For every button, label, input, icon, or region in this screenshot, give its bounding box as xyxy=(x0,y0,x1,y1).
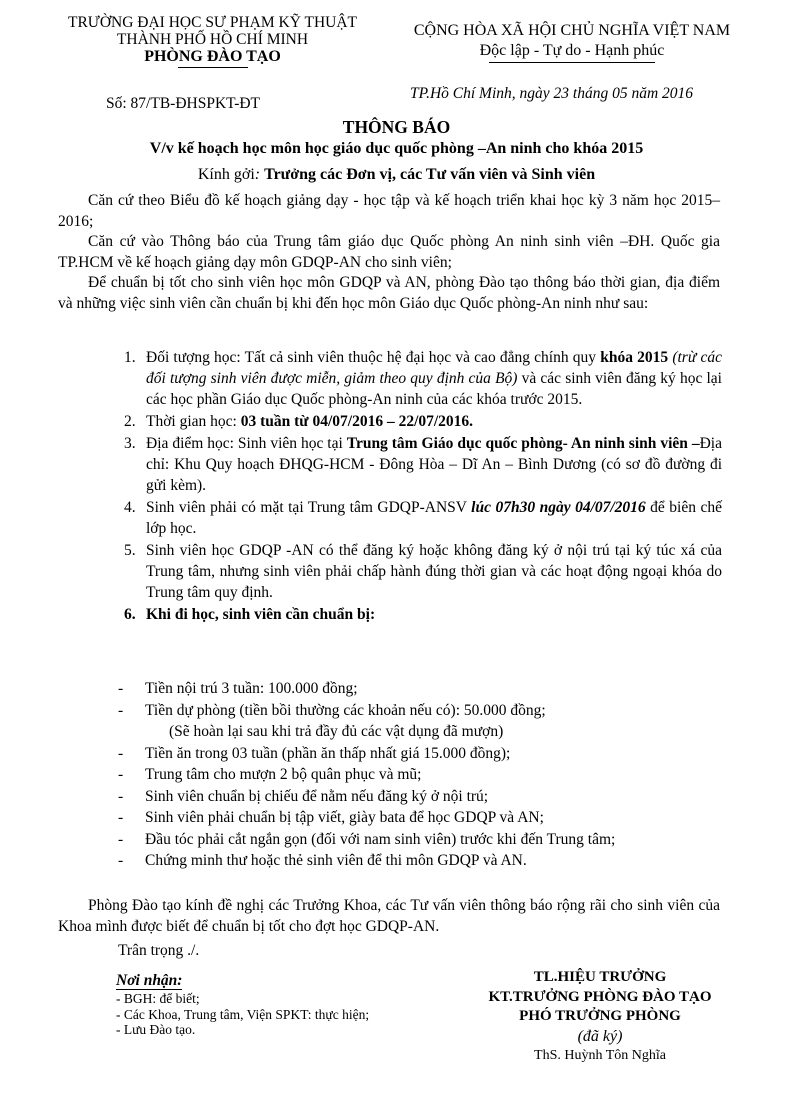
list-item xyxy=(124,604,722,625)
list-item xyxy=(124,497,722,539)
document-number: Số: 87/TB-ĐHSPKT-ĐT xyxy=(106,95,261,112)
closing-text: Phòng Đào tạo kính đề nghị các Trưởng Khoa, các Tư vấn viên thông báo rộng rãi cho sinh viên của Khoa mình được biết để chuẩn bị tốt cho đợt học GDQP-AN. xyxy=(58,897,720,935)
item-number: 1. xyxy=(124,349,136,366)
recipients-title: Nơi nhận: xyxy=(116,972,183,989)
recipients-block xyxy=(116,973,369,1038)
document-subject: V/v kế hoạch học môn học giáo dục quốc phòng –An ninh cho khóa 2015 xyxy=(149,140,644,157)
item-text: Đối tượng học: Tất cả sinh viên thuộc hệ đại học và cao đẳng chính quy xyxy=(146,349,601,366)
dash-marker: - xyxy=(118,852,124,869)
preparation-text: Tiền nội trú 3 tuần: 100.000 đồng; xyxy=(145,680,358,697)
intro-paragraphs xyxy=(58,191,720,314)
preparation-text: Chứng minh thư hoặc thẻ sinh viên để thi môn GDQP và AN. xyxy=(145,852,527,869)
list-item xyxy=(124,411,722,432)
dash-marker: - xyxy=(118,766,124,783)
intro-paragraph: Căn cứ vào Thông báo của Trung tâm giáo dục Quốc phòng An ninh sinh viên –ĐH. Quốc gia TP.HCM về kế hoạch giảng dạy môn GDQP-AN cho sinh viên; xyxy=(58,233,720,271)
item-bold-text: 03 tuần từ 04/07/2016 – 22/07/2016. xyxy=(240,413,474,430)
recipient-item: - Các Khoa, Trung tâm, Viện SPKT: thực hiện; xyxy=(116,1006,370,1022)
department-name: PHÒNG ĐÀO TẠO xyxy=(144,48,281,65)
signature-position: KT.TRƯỞNG PHÒNG ĐÀO TẠO xyxy=(488,988,712,1005)
national-motto: Độc lập - Tự do - Hạnh phúc xyxy=(479,42,665,59)
motto-underline xyxy=(489,62,655,63)
document-title: THÔNG BÁO xyxy=(342,117,451,137)
department-underline xyxy=(178,67,248,68)
preparation-item xyxy=(118,829,728,851)
item-bold-text: Trung tâm Giáo dục quốc phòng- An ninh sinh viên – xyxy=(346,435,700,452)
greeting-line xyxy=(0,166,793,184)
preparation-note: (Sẽ hoàn lại sau khi trả đầy đủ các vật dụng đã mượn) xyxy=(169,723,504,740)
list-item xyxy=(124,347,722,410)
item-bold-text: Khi đi học, sinh viên cần chuẩn bị: xyxy=(146,606,376,623)
item-text: Sinh viên học GDQP -AN có thể đăng ký hoặc không đăng ký ở nội trú tại ký túc xá của Trung tâm, nhưng sinh viên phải chấp hành đúng thời gian và các hoạt động ngoại khóa do Trung tâm quy định. xyxy=(146,542,722,601)
list-item xyxy=(124,540,722,603)
item-bold-italic-text: lúc 07h30 ngày 04/07/2016 xyxy=(471,499,646,516)
university-name-line2: THÀNH PHỐ HỒ CHÍ MINH xyxy=(116,31,309,48)
intro-paragraph: Để chuẩn bị tốt cho sinh viên học môn GDQP và AN, phòng Đào tạo thông báo thời gian, địa điểm và những việc sinh viên cần chuẩn bị khi đến học môn Giáo dục Quốc phòng-An ninh như sau: xyxy=(58,274,720,312)
item-text: Địa điểm học: Sinh viên học tại xyxy=(146,435,347,452)
greeting-label-text: Kính gởi xyxy=(197,166,255,183)
item-text: để biên chế lớp học. xyxy=(146,499,722,537)
signature-title: PHÓ TRƯỞNG PHÒNG xyxy=(519,1008,681,1024)
preparation-text: Trung tâm cho mượn 2 bộ quân phục và mũ; xyxy=(145,766,422,783)
greeting-colon: : xyxy=(254,166,265,183)
dash-marker: - xyxy=(118,830,124,848)
preparation-text: Sinh viên phải chuẩn bị tập viết, giày bata để học GDQP và AN; xyxy=(145,809,544,826)
preparation-item xyxy=(118,743,728,765)
dash-marker: - xyxy=(118,744,124,762)
recipient-item: - BGH: để biết; xyxy=(116,991,200,1006)
numbered-list xyxy=(124,347,722,626)
item-text: Sinh viên phải có mặt tại Trung tâm GDQP-ANSV xyxy=(146,499,472,516)
preparation-item xyxy=(118,700,728,722)
dash-marker: - xyxy=(118,809,124,826)
preparation-item xyxy=(118,764,728,786)
university-name-line1: TRƯỜNG ĐẠI HỌC SƯ PHẠM KỸ THUẬT xyxy=(68,14,357,31)
signer-name: ThS. Huỳnh Tôn Nghĩa xyxy=(534,1048,666,1063)
document-date: TP.Hồ Chí Minh, ngày 23 tháng 05 năm 2016 xyxy=(410,85,694,102)
preparation-text: Tiền ăn trong 03 tuần (phần ăn thấp nhất giá 15.000 đồng); xyxy=(145,744,511,762)
nation-name: CỘNG HÒA XÃ HỘI CHỦ NGHĨA VIỆT NAM xyxy=(413,22,731,39)
item-number: 3. xyxy=(124,435,136,452)
dash-marker: - xyxy=(118,787,124,805)
item-text: và các sinh viên đăng ký học lại các học phần Giáo dục Quốc phòng-An ninh của các khóa trước 2015. xyxy=(146,370,722,408)
preparation-list xyxy=(118,678,728,872)
item-number: 5. xyxy=(124,542,136,559)
item-text: Địa chỉ: Khu Quy hoạch ĐHQG-HCM - Đông Hòa – Dĩ An – Bình Dương (có sơ đồ đường đi gửi kèm). xyxy=(146,435,722,494)
nation-header xyxy=(388,21,756,63)
intro-paragraph: Căn cứ theo Biểu đồ kế hoạch giảng dạy - học tập và kế hoạch triển khai học kỳ 3 năm học 2015–2016; xyxy=(58,192,720,230)
preparation-item xyxy=(118,678,728,700)
closing-paragraph xyxy=(58,895,720,937)
signature-authority: TL.HIỆU TRƯỞNG xyxy=(533,969,667,985)
item-text: Thời gian học: xyxy=(146,413,241,430)
dash-marker: - xyxy=(118,680,124,697)
regards-line: Trân trọng ./. xyxy=(118,942,200,959)
preparation-text: Tiền dự phòng (tiền bồi thường các khoản nếu có): 50.000 đồng; xyxy=(145,701,546,719)
item-number: 6. xyxy=(124,606,136,623)
issuer-header xyxy=(40,14,385,68)
preparation-item xyxy=(118,807,728,829)
signature-block xyxy=(463,968,737,1066)
dash-marker: - xyxy=(118,701,124,719)
preparation-text: Đầu tóc phải cắt ngắn gọn (đối với nam sinh viên) trước khi đến Trung tâm; xyxy=(145,830,616,848)
item-number: 4. xyxy=(124,499,136,516)
greeting-recipients: Trưởng các Đơn vị, các Tư vấn viên và Sinh viên xyxy=(264,166,596,183)
item-bold-text: khóa 2015 xyxy=(600,349,669,366)
item-italic-text: (trừ các đối tượng sinh viên được miễn, giảm theo quy định của Bộ) xyxy=(146,349,722,387)
preparation-item xyxy=(118,850,728,872)
list-item xyxy=(124,433,722,496)
preparation-text: Sinh viên chuẩn bị chiếu để nằm nếu đăng ký ở nội trú; xyxy=(145,787,489,805)
preparation-item xyxy=(118,786,728,808)
greeting-label xyxy=(198,166,264,183)
recipient-item: - Lưu Đào tạo. xyxy=(116,1022,196,1037)
item-number: 2. xyxy=(124,413,136,430)
signed-note: (đã ký) xyxy=(577,1027,623,1045)
